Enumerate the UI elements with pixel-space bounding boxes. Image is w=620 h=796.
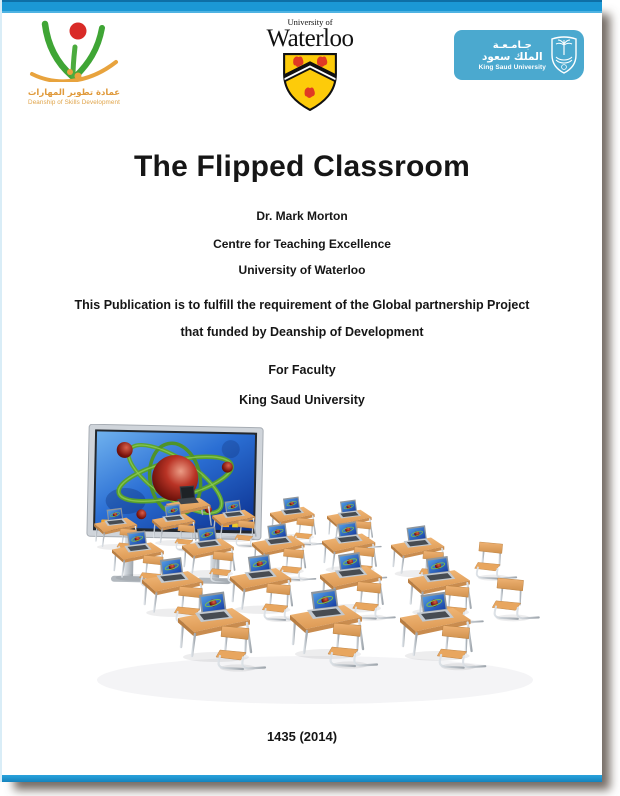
page-top-border: [2, 0, 602, 13]
deanship-figure-icon: [22, 16, 126, 82]
king-saud-university-logo: [454, 30, 584, 80]
classroom-illustration: [80, 424, 546, 714]
page-title: The Flipped Classroom: [134, 150, 470, 183]
department-line: Centre for Teaching Excellence: [213, 237, 391, 251]
statement-line1: This Publication is to fulfill the requirement of the Global partnership Project: [74, 298, 530, 312]
ksu-logo-background: [454, 30, 584, 80]
waterloo-logo-line2: Waterloo: [266, 25, 354, 52]
institution-line: University of Waterloo: [238, 263, 366, 277]
audience-line: For Faculty: [268, 363, 336, 377]
ksu-english-label: King Saud University: [478, 63, 546, 71]
university-of-waterloo-logo: [252, 17, 368, 109]
deanship-english-label: Deanship of Skills Development: [28, 99, 120, 106]
ksu-arabic-line2: الملك سعود: [482, 50, 543, 63]
ksu-arabic-line1: جـامـعـة: [492, 39, 532, 51]
page-bottom-border: [2, 775, 602, 782]
statement-line2: that funded by Deanship of Development: [180, 325, 424, 339]
ksu-shield-icon: [550, 35, 578, 75]
waterloo-logo-line1: University of: [287, 17, 333, 27]
university-line: King Saud University: [239, 393, 365, 407]
author-line: Dr. Mark Morton: [256, 209, 348, 223]
deanship-arabic-label: عمادة تطوير المهارات: [27, 88, 121, 98]
deanship-skills-development-logo: [22, 16, 126, 112]
waterloo-shield-icon: [282, 53, 338, 111]
year-line: 1435 (2014): [266, 729, 338, 744]
